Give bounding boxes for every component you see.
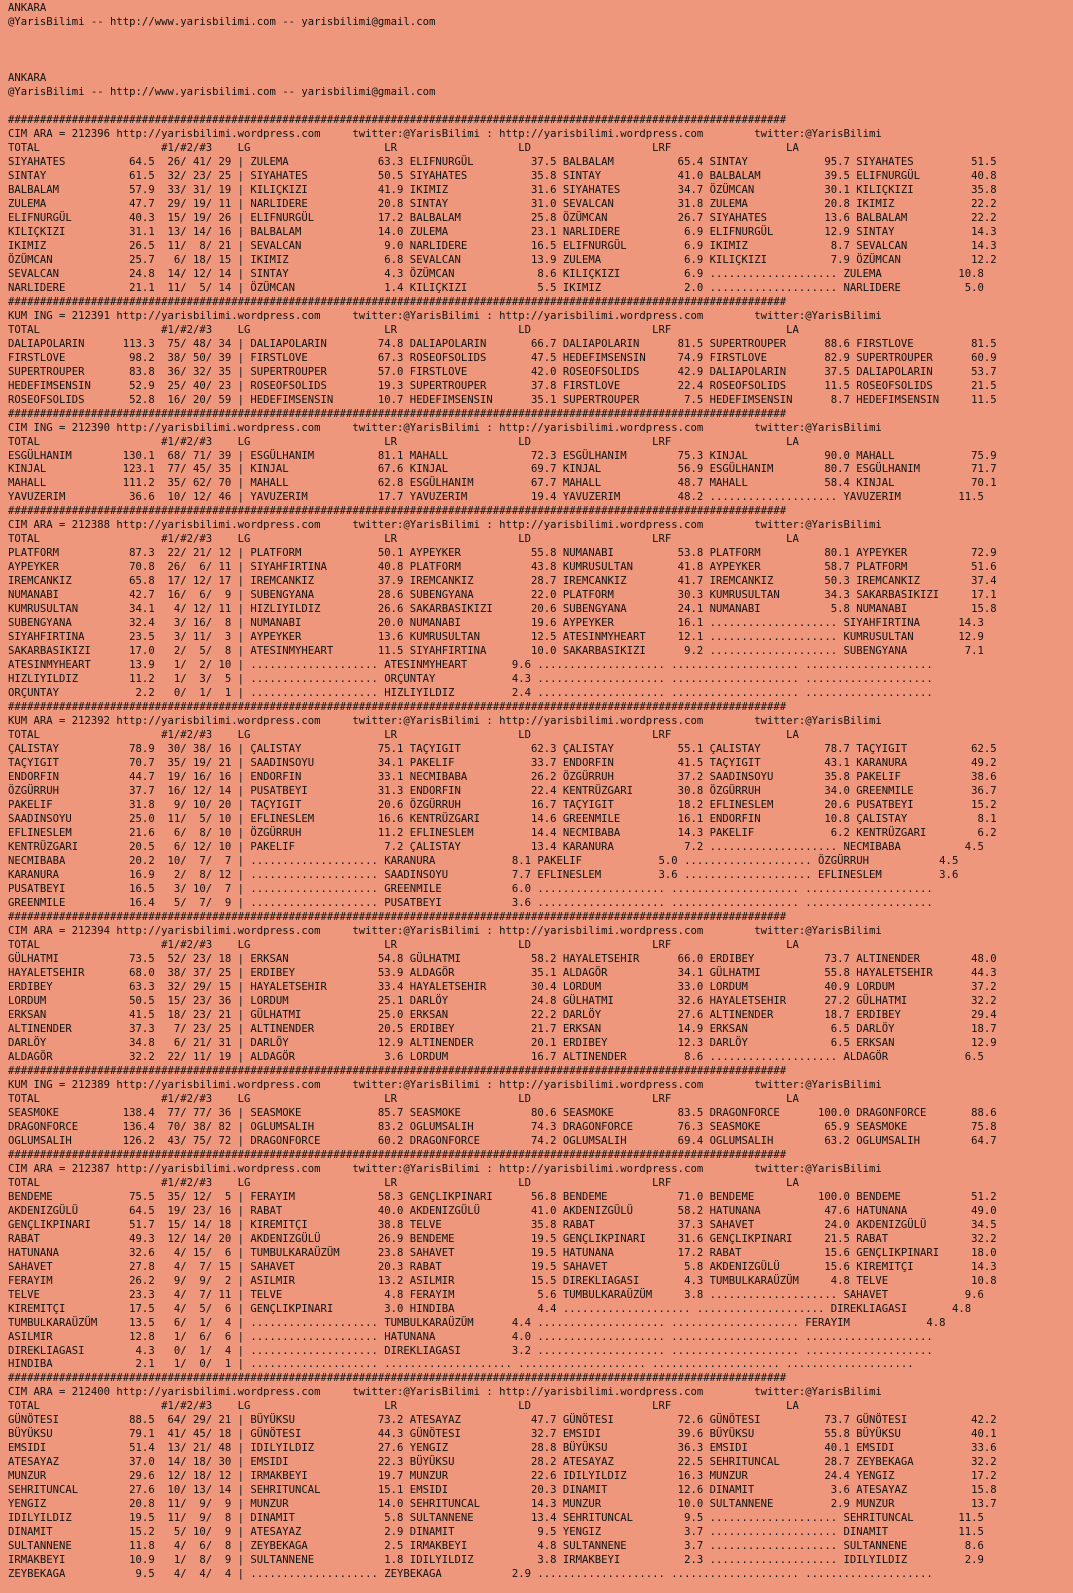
contact-line: @YarisBilimi -- http://www.yarisbilimi.com -- yarisbilimi@gmail.com (8, 15, 436, 28)
data-row: ATESINMYHEART 13.9 1/ 2/ 10 | .................... ATESINMYHEART 9.6 .................... .................... .................... (8, 659, 933, 672)
column-header-line: TOTAL #1/#2/#3 LG LR LD LRF LA (8, 1176, 799, 1189)
column-header-line: TOTAL #1/#2/#3 LG LR LD LRF LA (8, 1092, 799, 1105)
data-row: HAYALETSEHIR 68.0 38/ 37/ 25 | ERDIBEY 53.9 ALDAGÖR 35.1 ALDAGÖR 34.1 GÜLHATMI 55.8 HAYALETSEHIR 44.3 (8, 966, 997, 979)
data-row: LORDUM 50.5 15/ 23/ 36 | LORDUM 25.1 DARLÖY 24.8 GÜLHATMI 32.6 HAYALETSEHIR 27.2 GÜLHATMI 32.2 (8, 994, 997, 1007)
column-header-line: TOTAL #1/#2/#3 LG LR LD LRF LA (8, 938, 799, 951)
data-row: SINTAY 61.5 32/ 23/ 25 | SIYAHATES 50.5 SIYAHATES 35.8 SINTAY 41.0 BALBALAM 39.5 ELIFNURGÜL 40.8 (8, 169, 997, 182)
column-header-line: TOTAL #1/#2/#3 LG LR LD LRF LA (8, 1400, 799, 1413)
column-header-line: TOTAL #1/#2/#3 LG LR LD LRF LA (8, 435, 799, 448)
data-row: SIYAHATES 64.5 26/ 41/ 29 | ZULEMA 63.3 ELIFNURGÜL 37.5 BALBALAM 65.4 SINTAY 95.7 SIYAHATES 51.5 (8, 155, 997, 168)
city-title: ANKARA (8, 71, 47, 84)
data-row: BÜYÜKSU 79.1 41/ 45/ 18 | GÜNÖTESI 44.3 GÜNÖTESI 32.7 EMSIDI 39.6 BÜYÜKSU 55.8 BÜYÜKSU 40.1 (8, 1428, 997, 1441)
race-header-line: KUM ARA = 212392 http://yarisbilimi.wordpress.com twitter:@YarisBilimi : http://yarisbilimi.wordpress.com twitter:@YarisBilimi (8, 715, 882, 728)
data-row: ERDIBEY 63.3 32/ 29/ 15 | HAYALETSEHIR 33.4 HAYALETSEHIR 30.4 LORDUM 33.0 LORDUM 40.9 LORDUM 37.2 (8, 980, 997, 993)
data-row: MAHALL 111.2 35/ 62/ 70 | MAHALL 62.8 ESGÜLHANIM 67.7 MAHALL 48.7 MAHALL 58.4 KINJAL 70.1 (8, 477, 997, 490)
data-row: AKDENIZGÜLÜ 64.5 19/ 23/ 16 | RABAT 40.0 AKDENIZGÜLÜ 41.0 AKDENIZGÜLÜ 58.2 HATUNANA 47.6 HATUNANA 49.0 (8, 1204, 997, 1217)
data-row: MUNZUR 29.6 12/ 18/ 12 | IRMAKBEYI 19.7 MUNZUR 22.6 IDILYILDIZ 16.3 MUNZUR 24.4 YENGIZ 17.2 (8, 1470, 997, 1483)
separator-line: ########################################################################################################################## (8, 407, 787, 420)
data-row: TUMBULKARAÜZÜM 13.5 6/ 1/ 4 | .................... TUMBULKARAÜZÜM 4.4 .................... .................... FERAYIM 4.8 (8, 1316, 946, 1329)
data-row: ELIFNURGÜL 40.3 15/ 19/ 26 | ELIFNURGÜL 17.2 BALBALAM 25.8 ÖZÜMCAN 26.7 SIYAHATES 13.6 BALBALAM 22.2 (8, 211, 997, 224)
data-row: ATESAYAZ 37.0 14/ 18/ 30 | EMSIDI 22.3 BÜYÜKSU 28.2 ATESAYAZ 22.5 SEHRITUNCAL 28.7 ZEYBEKAGA 32.2 (8, 1456, 997, 1469)
data-row: ALDAGÖR 32.2 22/ 11/ 19 | ALDAGÖR 3.6 LORDUM 16.7 ALTINENDER 8.6 .................... ALDAGÖR 6.5 (8, 1050, 984, 1063)
data-row: SEASMOKE 138.4 77/ 77/ 36 | SEASMOKE 85.7 SEASMOKE 80.6 SEASMOKE 83.5 DRAGONFORCE 100.0 DRAGONFORCE 88.6 (8, 1106, 997, 1119)
data-row: OGLUMSALIH 126.2 43/ 75/ 72 | DRAGONFORCE 60.2 DRAGONFORCE 74.2 OGLUMSALIH 69.4 OGLUMSALIH 63.2 OGLUMSALIH 64.7 (8, 1134, 997, 1147)
column-header-line: TOTAL #1/#2/#3 LG LR LD LRF LA (8, 729, 799, 742)
data-row: PLATFORM 87.3 22/ 21/ 12 | PLATFORM 50.1 AYPEYKER 55.8 NUMANABI 53.8 PLATFORM 80.1 AYPEYKER 72.9 (8, 547, 997, 560)
data-row: BENDEME 75.5 35/ 12/ 5 | FERAYIM 58.3 GENÇLIKPINARI 56.8 BENDEME 71.0 BENDEME 100.0 BENDEME 51.2 (8, 1190, 997, 1203)
data-row: AYPEYKER 70.8 26/ 6/ 11 | SIYAHFIRTINA 40.8 PLATFORM 43.8 KUMRUSULTAN 41.8 AYPEYKER 58.7 PLATFORM 51.6 (8, 561, 997, 574)
separator-line: ########################################################################################################################## (8, 701, 787, 714)
data-row: IDILYILDIZ 19.5 11/ 9/ 8 | DINAMIT 5.8 SULTANNENE 13.4 SEHRITUNCAL 9.5 .................... SEHRITUNCAL 11.5 (8, 1512, 984, 1525)
data-row: ÇALISTAY 78.9 30/ 38/ 16 | ÇALISTAY 75.1 TAÇYIGIT 62.3 ÇALISTAY 55.1 ÇALISTAY 78.7 TAÇYIGIT 62.5 (8, 743, 997, 756)
separator-line: ########################################################################################################################## (8, 1148, 787, 1161)
race-header-line: CIM ARA = 212387 http://yarisbilimi.wordpress.com twitter:@YarisBilimi : http://yarisbilimi.wordpress.com twitter:@YarisBilimi (8, 1162, 882, 1175)
data-row: NUMANABI 42.7 16/ 6/ 9 | SUBENGYANA 28.6 SUBENGYANA 22.0 PLATFORM 30.3 KUMRUSULTAN 34.3 SAKARBASIKIZI 17.1 (8, 589, 997, 602)
data-row: ALTINENDER 37.3 7/ 23/ 25 | ALTINENDER 20.5 ERDIBEY 21.7 ERKSAN 14.9 ERKSAN 6.5 DARLÖY 18.7 (8, 1022, 997, 1035)
data-row: ROSEOFSOLIDS 52.8 16/ 20/ 59 | HEDEFIMSENSIN 10.7 HEDEFIMSENSIN 35.1 SUPERTROUPER 7.5 HEDEFIMSENSIN 8.7 HEDEFIMSENSIN 11.5 (8, 393, 997, 406)
data-row: DRAGONFORCE 136.4 70/ 38/ 82 | OGLUMSALIH 83.2 OGLUMSALIH 74.3 DRAGONFORCE 76.3 SEASMOKE 65.9 SEASMOKE 75.8 (8, 1120, 997, 1133)
data-row: NARLIDERE 21.1 11/ 5/ 14 | ÖZÜMCAN 1.4 KILIÇKIZI 5.5 IKIMIZ 2.0 .................... NARLIDERE 5.0 (8, 281, 984, 294)
data-row: HINDIBA 2.1 1/ 0/ 1 | .................... .................... .................... .................... .................... (8, 1358, 914, 1371)
data-row: SEVALCAN 24.8 14/ 12/ 14 | SINTAY 4.3 ÖZÜMCAN 8.6 KILIÇKIZI 6.9 .................... ZULEMA 10.8 (8, 267, 984, 280)
column-header-line: TOTAL #1/#2/#3 LG LR LD LRF LA (8, 141, 799, 154)
data-row: KUMRUSULTAN 34.1 4/ 12/ 11 | HIZLIYILDIZ 26.6 SAKARBASIKIZI 20.6 SUBENGYANA 24.1 NUMANABI 5.8 NUMANABI 15.8 (8, 603, 997, 616)
race-header-line: CIM ARA = 212396 http://yarisbilimi.wordpress.com twitter:@YarisBilimi : http://yarisbilimi.wordpress.com twitter:@YarisBilimi (8, 127, 882, 140)
data-row: TELVE 23.3 4/ 7/ 11 | TELVE 4.8 FERAYIM 5.6 TUMBULKARAÜZÜM 3.8 .................... SAHAVET 9.6 (8, 1288, 984, 1301)
separator-line: ########################################################################################################################## (8, 1372, 787, 1385)
data-row: DALIAPOLARIN 113.3 75/ 48/ 34 | DALIAPOLARIN 74.8 DALIAPOLARIN 66.7 DALIAPOLARIN 81.5 SUPERTROUPER 88.6 FIRSTLOVE 81.5 (8, 337, 997, 350)
data-row: IRMAKBEYI 10.9 1/ 8/ 9 | SULTANNENE 1.8 IDILYILDIZ 3.8 IRMAKBEYI 2.3 .................... IDILYILDIZ 2.9 (8, 1554, 984, 1567)
data-row: ZULEMA 47.7 29/ 19/ 11 | NARLIDERE 20.8 SINTAY 31.0 SEVALCAN 31.8 ZULEMA 20.8 IKIMIZ 22.2 (8, 197, 997, 210)
data-row: DINAMIT 15.2 5/ 10/ 9 | ATESAYAZ 2.9 DINAMIT 9.5 YENGIZ 3.7 .................... DINAMIT 11.5 (8, 1526, 984, 1539)
data-row: SULTANNENE 11.8 4/ 6/ 8 | ZEYBEKAGA 2.5 IRMAKBEYI 4.8 SULTANNENE 3.7 .................... SULTANNENE 8.6 (8, 1540, 984, 1553)
data-row: KENTRÜZGARI 20.5 6/ 12/ 10 | PAKELIF 7.2 ÇALISTAY 13.4 KARANURA 7.2 .................... NECMIBABA 4.5 (8, 841, 984, 854)
data-row: KINJAL 123.1 77/ 45/ 35 | KINJAL 67.6 KINJAL 69.7 KINJAL 56.9 ESGÜLHANIM 80.7 ESGÜLHANIM 71.7 (8, 463, 997, 476)
separator-line: ########################################################################################################################## (8, 295, 787, 308)
race-header-line: KUM ING = 212391 http://yarisbilimi.wordpress.com twitter:@YarisBilimi : http://yarisbilimi.wordpress.com twitter:@YarisBilimi (8, 309, 882, 322)
data-row: GENÇLIKPINARI 51.7 15/ 14/ 18 | KIREMITÇI 38.8 TELVE 35.8 RABAT 37.3 SAHAVET 24.0 AKDENIZGÜLÜ 34.5 (8, 1218, 997, 1231)
data-row: DARLÖY 34.8 6/ 21/ 31 | DARLÖY 12.9 ALTINENDER 20.1 ERDIBEY 12.3 DARLÖY 6.5 ERKSAN 12.9 (8, 1036, 997, 1049)
city-title: ANKARA (8, 2, 47, 14)
race-header-line: CIM ARA = 212388 http://yarisbilimi.wordpress.com twitter:@YarisBilimi : http://yarisbilimi.wordpress.com twitter:@YarisBilimi (8, 519, 882, 532)
data-row: ZEYBEKAGA 9.5 4/ 4/ 4 | .................... ZEYBEKAGA 2.9 .................... .................... .................... (8, 1568, 933, 1581)
race-header-line: KUM ING = 212389 http://yarisbilimi.wordpress.com twitter:@YarisBilimi : http://yarisbilimi.wordpress.com twitter:@YarisBilimi (8, 1078, 882, 1091)
contact-line: @YarisBilimi -- http://www.yarisbilimi.com -- yarisbilimi@gmail.com (8, 85, 436, 98)
data-row: ÖZÜMCAN 25.7 6/ 18/ 15 | IKIMIZ 6.8 SEVALCAN 13.9 ZULEMA 6.9 KILIÇKIZI 7.9 ÖZÜMCAN 12.2 (8, 253, 997, 266)
separator-line: ########################################################################################################################## (8, 1064, 787, 1077)
separator-line: ########################################################################################################################## (8, 113, 787, 126)
data-row: DIREKLIAGASI 4.3 0/ 1/ 4 | .................... DIREKLIAGASI 3.2 .................... .................... .................... (8, 1344, 933, 1357)
data-row: IREMCANKIZ 65.8 17/ 12/ 17 | IREMCANKIZ 37.9 IREMCANKIZ 28.7 IREMCANKIZ 41.7 IREMCANKIZ 50.3 IREMCANKIZ 37.4 (8, 575, 997, 588)
data-row: SAKARBASIKIZI 17.0 2/ 5/ 8 | ATESINMYHEART 11.5 SIYAHFIRTINA 10.0 SAKARBASIKIZI 9.2 .................... SUBENGYANA 7.1 (8, 645, 984, 658)
data-row: YAVUZERIM 36.6 10/ 12/ 46 | YAVUZERIM 17.7 YAVUZERIM 19.4 YAVUZERIM 48.2 .................... YAVUZERIM 11.5 (8, 491, 984, 504)
data-row: TAÇYIGIT 70.7 35/ 19/ 21 | SAADINSOYU 34.1 PAKELIF 33.7 ENDORFIN 41.5 TAÇYIGIT 43.1 KARANURA 49.2 (8, 757, 997, 770)
data-row: ÖZGÜRRUH 37.7 16/ 12/ 14 | PUSATBEYI 31.3 ENDORFIN 22.4 KENTRÜZGARI 30.8 ÖZGÜRRUH 34.0 GREENMILE 36.7 (8, 785, 997, 798)
data-row: SEHRITUNCAL 27.6 10/ 13/ 14 | SEHRITUNCAL 15.1 EMSIDI 20.3 DINAMIT 12.6 DINAMIT 3.6 ATESAYAZ 15.8 (8, 1484, 997, 1497)
data-row: PUSATBEYI 16.5 3/ 10/ 7 | .................... GREENMILE 6.0 .................... .................... .................... (8, 883, 933, 896)
data-row: HEDEFIMSENSIN 52.9 25/ 40/ 23 | ROSEOFSOLIDS 19.3 SUPERTROUPER 37.8 FIRSTLOVE 22.4 ROSEOFSOLIDS 11.5 ROSEOFSOLIDS 21.5 (8, 379, 997, 392)
data-row: FIRSTLOVE 98.2 38/ 50/ 39 | FIRSTLOVE 67.3 ROSEOFSOLIDS 47.5 HEDEFIMSENSIN 74.9 FIRSTLOVE 82.9 SUPERTROUPER 60.9 (8, 351, 997, 364)
data-row: SUBENGYANA 32.4 3/ 16/ 8 | NUMANABI 20.0 NUMANABI 19.6 AYPEYKER 16.1 .................... SIYAHFIRTINA 14.3 (8, 617, 984, 630)
data-row: KILIÇKIZI 31.1 13/ 14/ 16 | BALBALAM 14.0 ZULEMA 23.1 NARLIDERE 6.9 ELIFNURGÜL 12.9 SINTAY 14.3 (8, 225, 997, 238)
race-header-line: CIM ING = 212390 http://yarisbilimi.wordpress.com twitter:@YarisBilimi : http://yarisbilimi.wordpress.com twitter:@YarisBilimi (8, 421, 882, 434)
data-row: ESGÜLHANIM 130.1 68/ 71/ 39 | ESGÜLHANIM 81.1 MAHALL 72.3 ESGÜLHANIM 75.3 KINJAL 90.0 MAHALL 75.9 (8, 449, 997, 462)
data-row: SAHAVET 27.8 4/ 7/ 15 | SAHAVET 20.3 RABAT 19.5 SAHAVET 5.8 AKDENIZGÜLÜ 15.6 KIREMITÇI 14.3 (8, 1260, 997, 1273)
data-row: ORÇUNTAY 2.2 0/ 1/ 1 | .................... HIZLIYILDIZ 2.4 .................... .................... .................... (8, 687, 933, 700)
data-row: ERKSAN 41.5 18/ 23/ 21 | GÜLHATMI 25.0 ERKSAN 22.2 DARLÖY 27.6 ALTINENDER 18.7 ERDIBEY 29.4 (8, 1008, 997, 1021)
data-row: BALBALAM 57.9 33/ 31/ 19 | KILIÇKIZI 41.9 IKIMIZ 31.6 SIYAHATES 34.7 ÖZÜMCAN 30.1 KILIÇKIZI 35.8 (8, 183, 997, 196)
data-row: KIREMITÇI 17.5 4/ 5/ 6 | GENÇLIKPINARI 3.0 HINDIBA 4.4 .................... .................... DIREKLIAGASI 4.8 (8, 1302, 972, 1315)
column-header-line: TOTAL #1/#2/#3 LG LR LD LRF LA (8, 323, 799, 336)
data-row: SUPERTROUPER 83.8 36/ 32/ 35 | SUPERTROUPER 57.0 FIRSTLOVE 42.0 ROSEOFSOLIDS 42.9 DALIAPOLARIN 37.5 DALIAPOLARIN 53.7 (8, 365, 997, 378)
separator-line: ########################################################################################################################## (8, 910, 787, 923)
data-row: NECMIBABA 20.2 10/ 7/ 7 | .................... KARANURA 8.1 PAKELIF 5.0 .................... ÖZGÜRRUH 4.5 (8, 855, 959, 868)
race-header-line: CIM ARA = 212394 http://yarisbilimi.wordpress.com twitter:@YarisBilimi : http://yarisbilimi.wordpress.com twitter:@YarisBilimi (8, 924, 882, 937)
race-header-line: CIM ARA = 212400 http://yarisbilimi.wordpress.com twitter:@YarisBilimi : http://yarisbilimi.wordpress.com twitter:@YarisBilimi (8, 1386, 882, 1399)
data-row: FERAYIM 26.2 9/ 9/ 2 | ASILMIR 13.2 ASILMIR 15.5 DIREKLIAGASI 4.3 TUMBULKARAÜZÜM 4.8 TELVE 10.8 (8, 1274, 997, 1287)
data-row: GÜLHATMI 73.5 52/ 23/ 18 | ERKSAN 54.8 GÜLHATMI 58.2 HAYALETSEHIR 66.0 ERDIBEY 73.7 ALTINENDER 48.0 (8, 952, 997, 965)
data-row: KARANURA 16.9 2/ 8/ 12 | .................... SAADINSOYU 7.7 EFLINESLEM 3.6 .................... EFLINESLEM 3.6 (8, 869, 959, 882)
data-row: YENGIZ 20.8 11/ 9/ 9 | MUNZUR 14.0 SEHRITUNCAL 14.3 MUNZUR 10.0 SULTANNENE 2.9 MUNZUR 13.7 (8, 1498, 997, 1511)
data-row: GREENMILE 16.4 5/ 7/ 9 | .................... PUSATBEYI 3.6 .................... .................... .................... (8, 897, 933, 909)
data-row: EFLINESLEM 21.6 6/ 8/ 10 | ÖZGÜRRUH 11.2 EFLINESLEM 14.4 NECMIBABA 14.3 PAKELIF 6.2 KENTRÜZGARI 6.2 (8, 827, 997, 840)
data-row: SAADINSOYU 25.0 11/ 5/ 10 | EFLINESLEM 16.6 KENTRÜZGARI 14.6 GREENMILE 16.1 ENDORFIN 10.8 ÇALISTAY 8.1 (8, 813, 997, 826)
separator-line: ########################################################################################################################## (8, 505, 787, 518)
data-row: EMSIDI 51.4 13/ 21/ 48 | IDILYILDIZ 27.6 YENGIZ 28.8 BÜYÜKSU 36.3 EMSIDI 40.1 EMSIDI 33.6 (8, 1442, 997, 1455)
column-header-line: TOTAL #1/#2/#3 LG LR LD LRF LA (8, 533, 799, 546)
data-row: IKIMIZ 26.5 11/ 8/ 21 | SEVALCAN 9.0 NARLIDERE 16.5 ELIFNURGÜL 6.9 IKIMIZ 8.7 SEVALCAN 14.3 (8, 239, 997, 252)
data-row: HATUNANA 32.6 4/ 15/ 6 | TUMBULKARAÜZÜM 23.8 SAHAVET 19.5 HATUNANA 17.2 RABAT 15.6 GENÇLIKPINARI 18.0 (8, 1246, 997, 1259)
data-row: RABAT 49.3 12/ 14/ 20 | AKDENIZGÜLÜ 26.9 BENDEME 19.5 GENÇLIKPINARI 31.6 GENÇLIKPINARI 21.5 RABAT 32.2 (8, 1232, 997, 1245)
data-row: ENDORFIN 44.7 19/ 16/ 16 | ENDORFIN 33.1 NECMIBABA 26.2 ÖZGÜRRUH 37.2 SAADINSOYU 35.8 PAKELIF 38.6 (8, 771, 997, 784)
data-row: GÜNÖTESI 88.5 64/ 29/ 21 | BÜYÜKSU 73.2 ATESAYAZ 47.7 GÜNÖTESI 72.6 GÜNÖTESI 73.7 GÜNÖTESI 42.2 (8, 1414, 997, 1427)
data-row: ASILMIR 12.8 1/ 6/ 6 | .................... HATUNANA 4.0 .................... .................... .................... (8, 1330, 933, 1343)
data-row: SIYAHFIRTINA 23.5 3/ 11/ 3 | AYPEYKER 13.6 KUMRUSULTAN 12.5 ATESINMYHEART 12.1 .................... KUMRUSULTAN 12.9 (8, 631, 984, 644)
data-row: PAKELIF 31.8 9/ 10/ 20 | TAÇYIGIT 20.6 ÖZGÜRRUH 16.7 TAÇYIGIT 18.2 EFLINESLEM 20.6 PUSATBEYI 15.2 (8, 799, 997, 812)
data-row: HIZLIYILDIZ 11.2 1/ 3/ 5 | .................... ORÇUNTAY 4.3 .................... .................... .................... (8, 673, 933, 686)
